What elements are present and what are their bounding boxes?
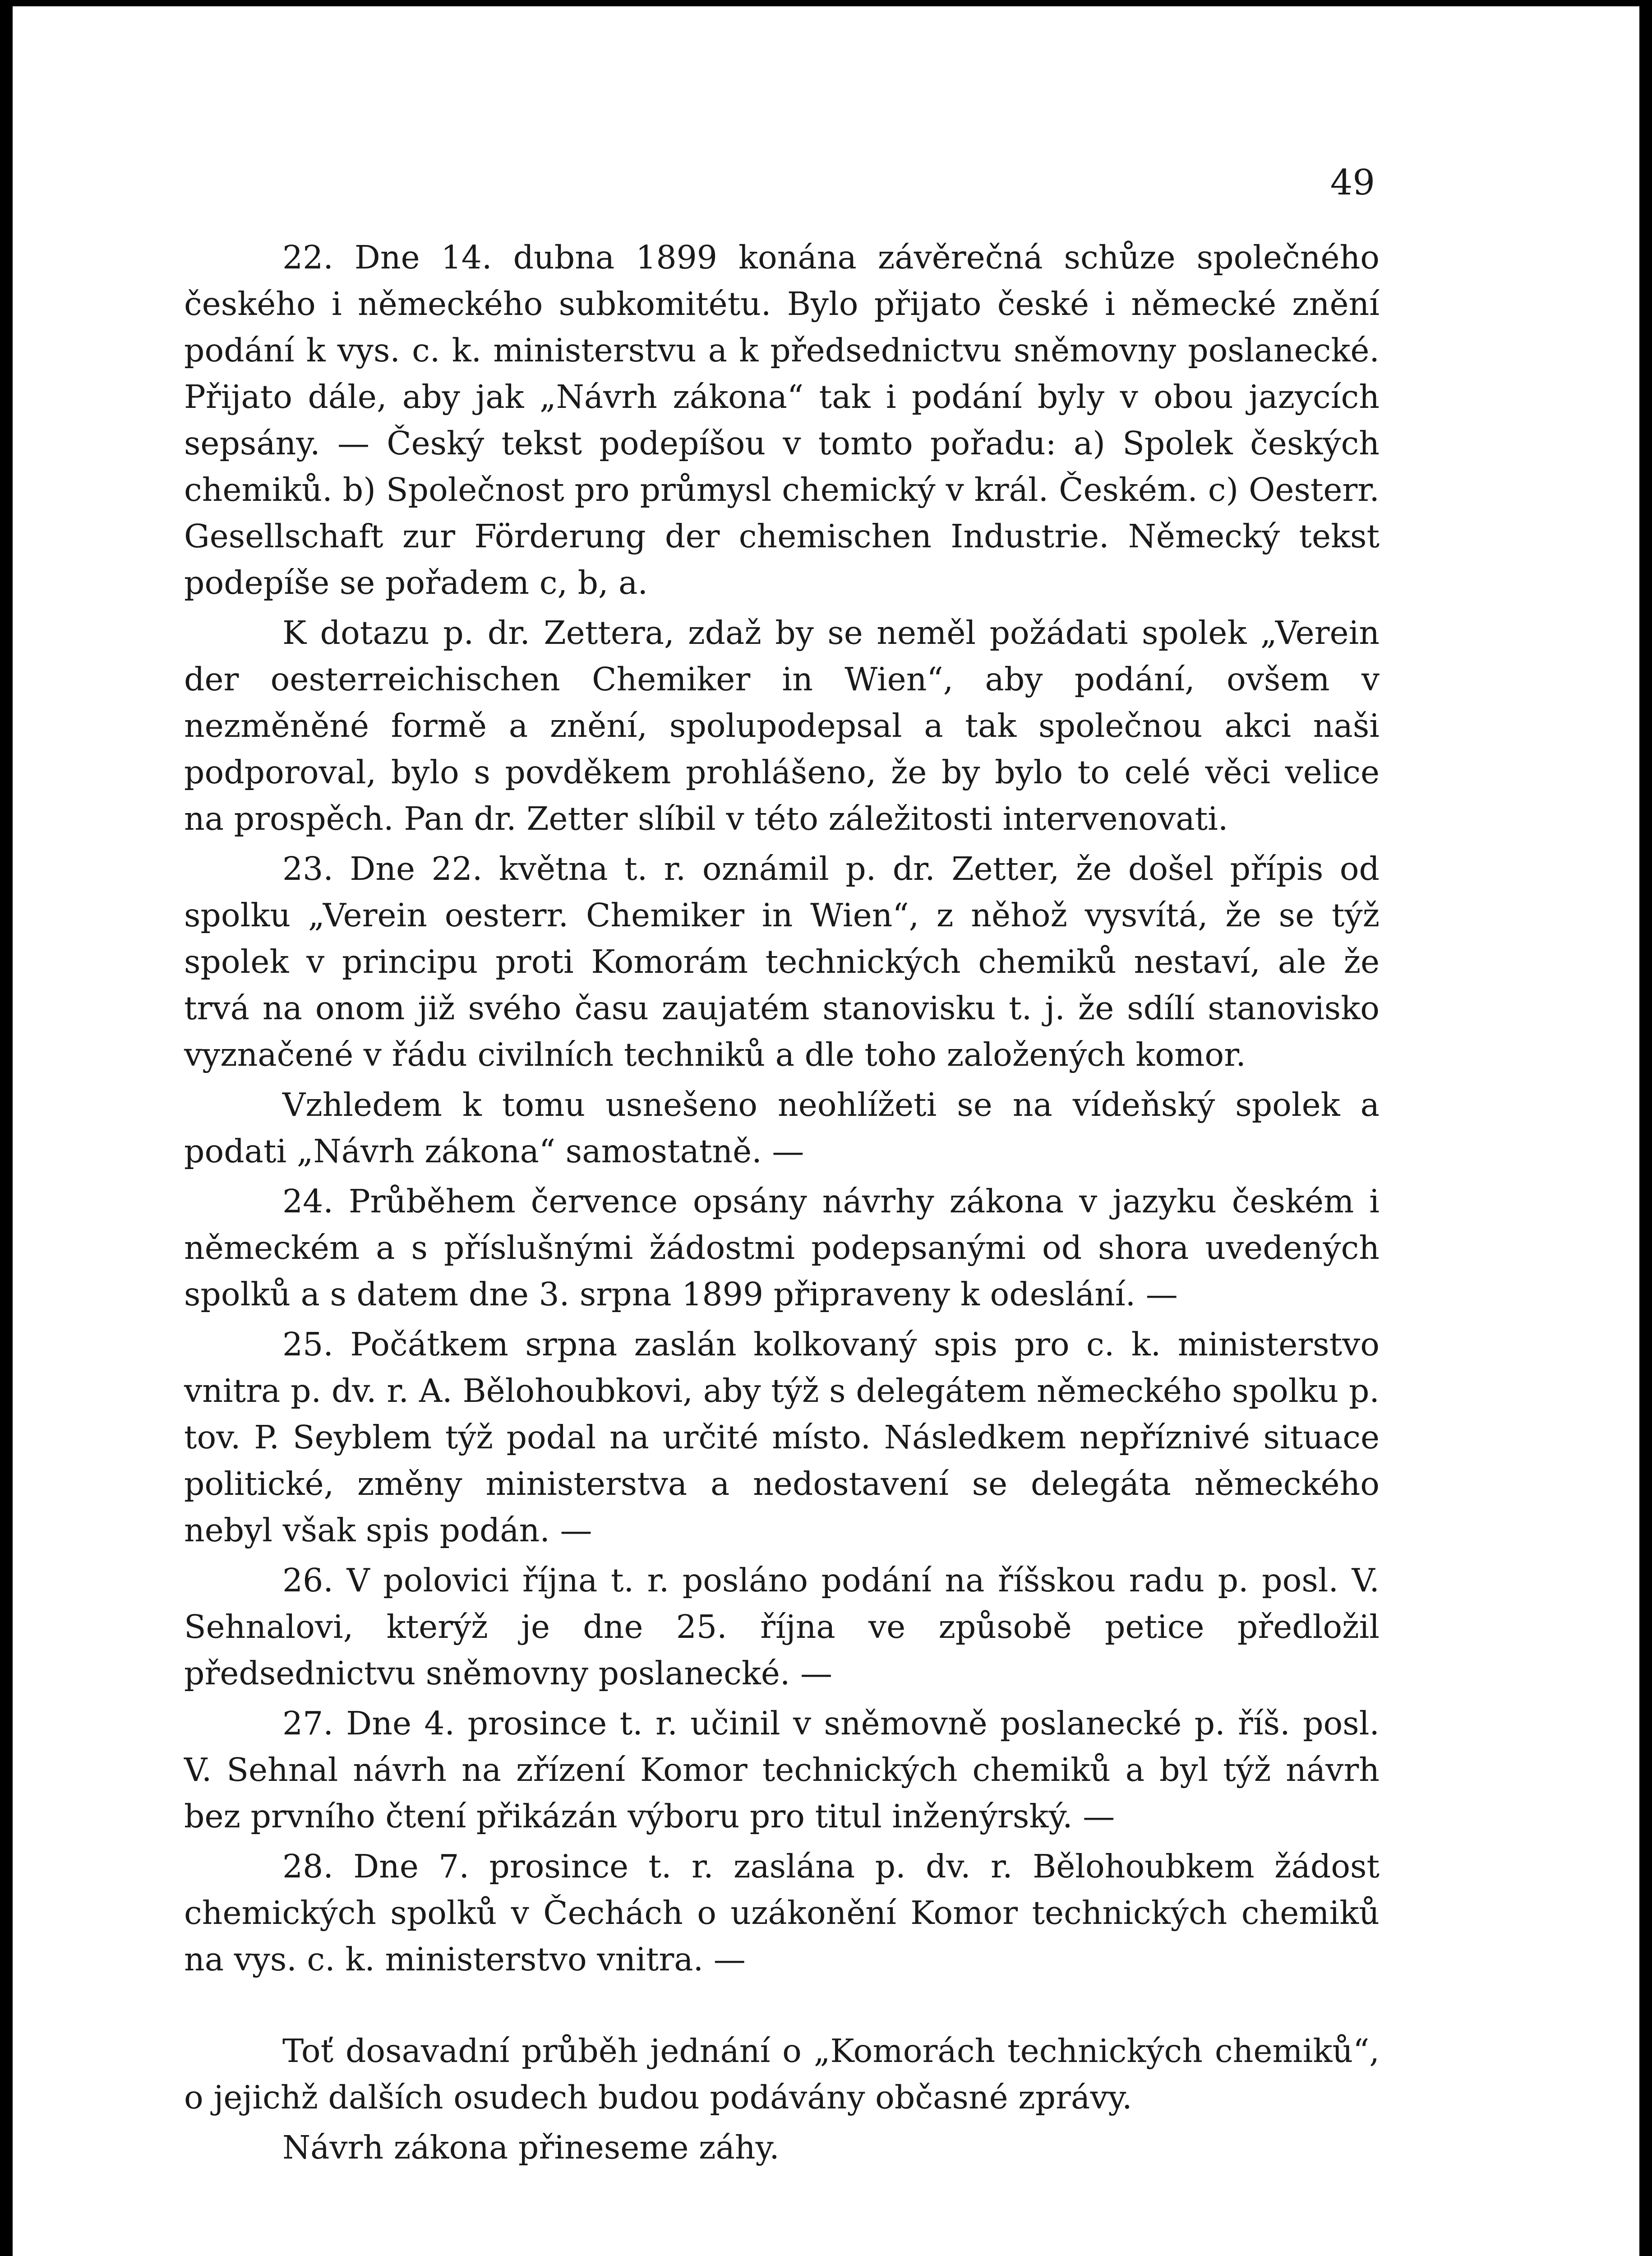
paragraph-zetter-inquiry: K dotazu p. dr. Zettera, zdaž by se neměl požádati spolek „Verein der oesterreichischen Chemiker in Wien“, aby podání, ovšem v nezměněné formě a znění, spolupodepsal a tak společnou akci naši podporoval, bylo s povděkem prohlášeno, že by bylo to celé věci velice na prospěch. Pan dr. Zetter slíbil v této záležitosti intervenovati.: [184, 614, 1380, 837]
paragraph-27: 27. Dne 4. prosince t. r. učinil v sněmovně poslanecké p. říš. posl. V. Sehnal návrh na zřízení Komor technických chemiků a byl týž návrh bez prvního čtení přikázán výboru pro titul inženýrský. —: [184, 1705, 1380, 1835]
body-text: [184, 234, 1380, 2171]
paragraph-closing: Návrh zákona přineseme záhy.: [282, 2129, 780, 2166]
paragraph-22: 22. Dne 14. dubna 1899 konána závěrečná schůze společného českého i německého subkomitétu. Bylo přijato české i německé znění podání k vys. c. k. ministerstvu a k předsednictvu sněmovny poslanecké. Přijato dále, aby jak „Návrh zákona“ tak i podání byly v obou jazycích sepsány. — Český tekst podepíšou v tomto pořadu: a) Spolek českých chemiků. b) Společnost pro průmysl chemický v král. Českém. c) Oesterr. Gesellschaft zur Förderung der chemischen Industrie. Německý tekst podepíše se pořadem c, b, a.: [184, 239, 1380, 601]
paragraph-28: 28. Dne 7. prosince t. r. zaslána p. dv. r. Bělohoubkem žádost chemických spolků v Čechách o uzákonění Komor technických chemiků na vys. c. k. ministerstvo vnitra. —: [184, 1848, 1380, 1978]
paragraph-26: 26. V polovici října t. r. posláno podání na říšskou radu p. posl. V. Sehnalovi, kterýž je dne 25. října ve způsobě petice předložil předsednictvu sněmovny poslanecké. —: [184, 1562, 1380, 1692]
paragraph-24: 24. Průběhem července opsány návrhy zákona v jazyku českém i německém a s příslušnými žádostmi podepsanými od shora uvedených spolků a s datem dne 3. srpna 1899 připraveny k odeslání. —: [184, 1183, 1380, 1313]
paragraph-25: 25. Počátkem srpna zaslán kolkovaný spis pro c. k. ministerstvo vnitra p. dv. r. A. Bělohoubkovi, aby týž s delegátem německého spolku p. tov. P. Seyblem týž podal na určité místo. Následkem nepříznivé situace politické, změny ministerstva a nedostavení se delegáta německého nebyl však spis podán. —: [184, 1326, 1380, 1549]
paragraph-summary: Toť dosavadní průběh jednání o „Komorách technických chemiků“, o jejichž dalších osudech budou podávány občasné zprávy.: [184, 2032, 1380, 2116]
page-number: 49: [1330, 162, 1375, 203]
document-page: [13, 6, 1639, 2256]
paragraph-23: 23. Dne 22. května t. r. oznámil p. dr. Zetter, že došel přípis od spolku „Verein oesterr. Chemiker in Wien“, z něhož vysvítá, že se týž spolek v principu proti Komorám technických chemiků nestaví, ale že trvá na onom již svého času zaujatém stanovisku t. j. že sdílí stanovisko vyznačené v řádu civilních techniků a dle toho založených komor.: [184, 850, 1380, 1073]
paragraph-resolution: Vzhledem k tomu usnešeno neohlížeti se na vídeňský spolek a podati „Návrh zákona“ samostatně. —: [184, 1086, 1380, 1170]
